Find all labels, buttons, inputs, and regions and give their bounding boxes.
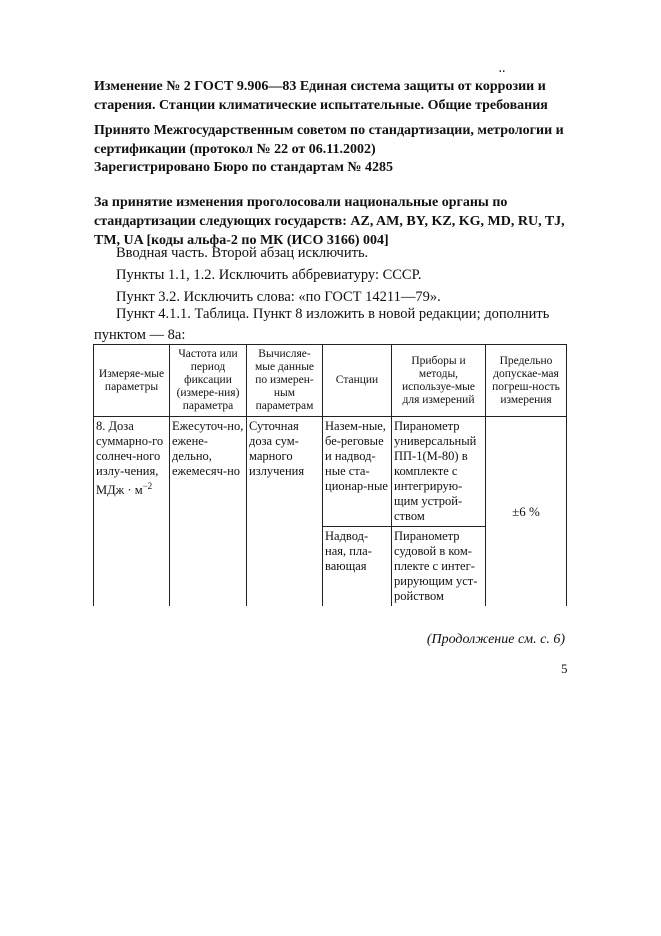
cell-frequency: Ежесуточ-но, ежене-дельно, ежемесяч-но [170,417,247,607]
body-line-item-3-2: Пункт 3.2. Исключить слова: «по ГОСТ 14211—79». [116,289,441,305]
cell-param [94,417,170,607]
header-stations: Станции [323,345,392,417]
cell-tolerance: ±6 % [486,417,567,607]
registration: Зарегистрировано Бюро по стандартам № 4285 [94,160,393,175]
param-exponent: −2 [142,481,153,491]
header-tolerance: Предельно допускае-мая погреш-ность измерения [486,345,567,417]
continuation-note: (Продолжение см. с. 6) [426,632,565,647]
table-header-row [94,345,567,417]
cell-computed: Суточная доза сум-марного излучения [247,417,323,607]
table-row [94,417,567,527]
body-line-intro: Вводная часть. Второй абзац исключить. [116,245,369,261]
voting-countries: За принятие изменения проголосовали национальные органы по стандартизации следующих государств: AZ, AM, BY, KZ, KG, MD, RU, TJ, TM, UA [коды альфа-2 по МК (ИСО 3166) 004] [94,195,565,248]
adopted-by: Принято Межгосударственным советом по стандартизации, метрологии и сертификации (протокол № 22 от 06.11.2002) [94,123,564,157]
page-number: 5 [561,661,568,676]
cell-station-floating: Надвод-ная, пла-вающая [323,527,392,607]
cell-instrument-universal: Пиранометр универсальный ПП-1(М-80) в комплекте с интегрирую-щим устрой-ством [392,417,486,527]
cell-instrument-ship: Пиранометр судовой в ком-плекте с интег-рирующим уст-ройством [392,527,486,607]
header-instruments: Приборы и методы, используе-мые для измерений [392,345,486,417]
header-params: Измеряе-мые параметры [94,345,170,417]
parameters-table [93,344,567,606]
param-text: 8. Доза суммарно-го солнеч-ного излу-чения, МДж · м [96,419,164,498]
cell-station-stationary: Назем-ные, бе-реговые и надвод-ные ста-ционар-ные [323,417,392,527]
corner-mark: .. [499,64,506,75]
body-line-items: Пункты 1.1, 1.2. Исключить аббревиатуру: СССР. [116,267,422,283]
amendment-title: Изменение № 2 ГОСТ 9.906—83 Единая система защиты от коррозии и старения. Станции климатические испытательные. Общие требования [94,79,548,113]
header-frequency: Частота или период фиксации (измере-ния) параметра [170,345,247,417]
header-computed: Вычисляе-мые данные по измерен-ным параметрам [247,345,323,417]
body-line-item-4-1-1: Пункт 4.1.1. Таблица. Пункт 8 изложить в новой редакции; дополнить пунктом — 8а: [94,306,550,343]
